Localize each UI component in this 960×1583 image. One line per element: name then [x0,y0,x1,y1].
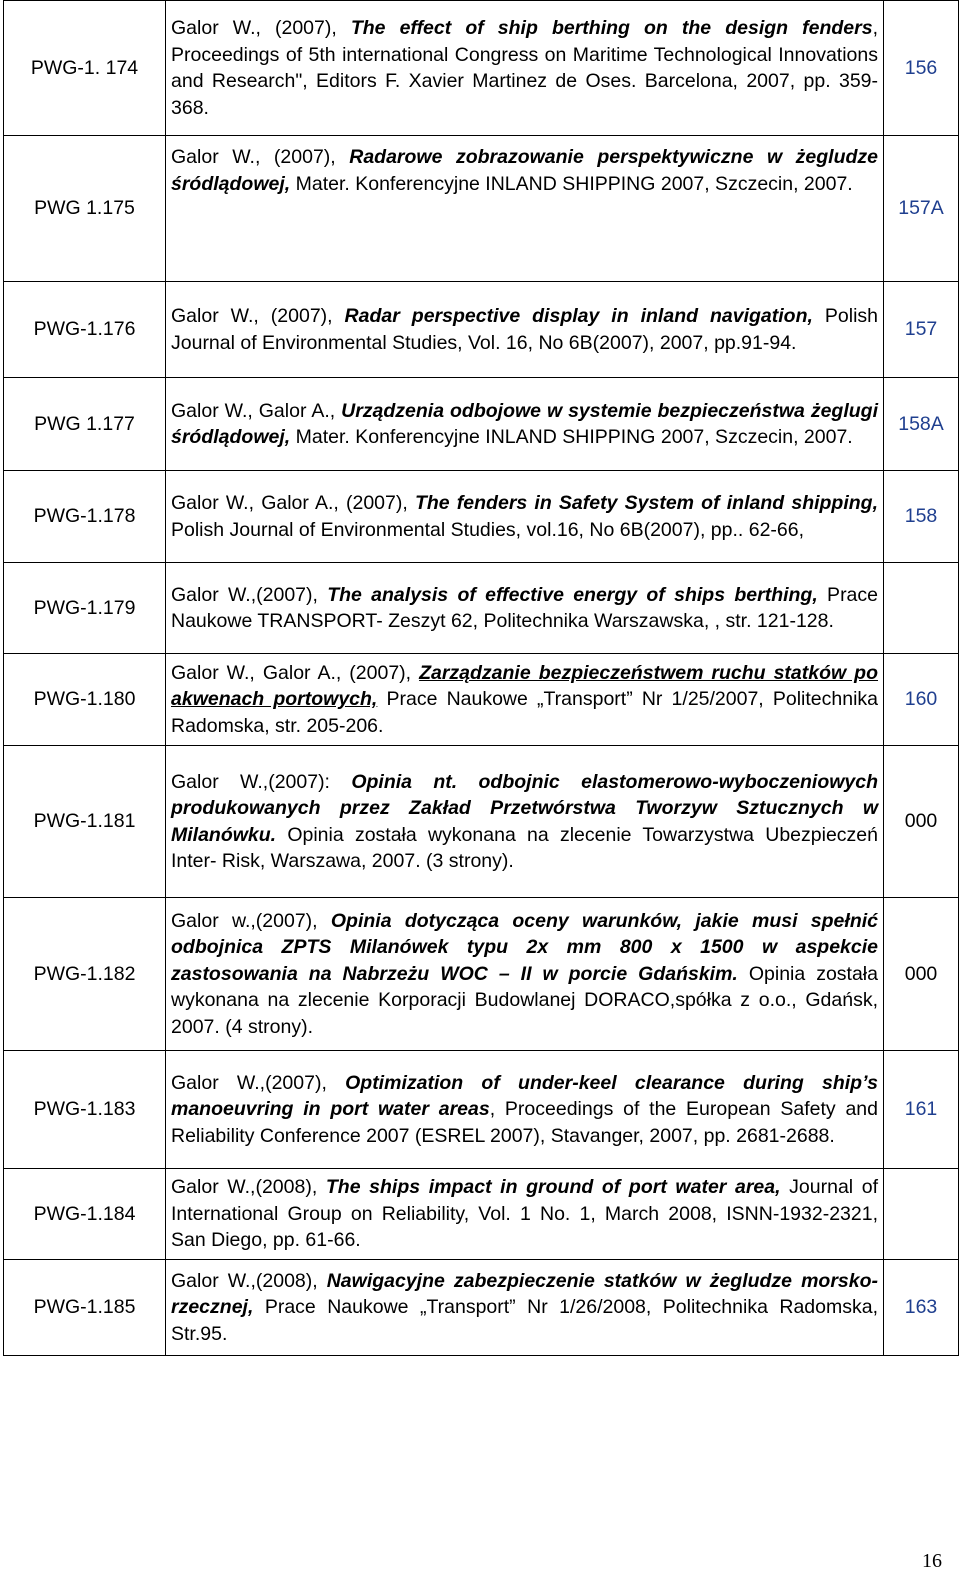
citation-source: Opinia została wykonana na zlecenie Towarzystwa Ubezpieczeń Inter- Risk, Warszawa, 2007. (3 strony). [171,823,878,872]
citation-source: , Proceedings of 5th international Congress on Maritime Technological Innovations and Research", Editors F. Xavier Martinez de Oses. Barcelona, 2007, pp. 359-368. [171,17,878,119]
table-row [4,1,959,136]
citation-title: Radarowe zobrazowanie perspektywiczne w żegludze śródlądowej, [171,146,878,195]
table-row [4,898,959,1051]
page-reference: 161 [884,1051,959,1169]
citation-title: The analysis of effective energy of ships berthing, [327,583,818,606]
citation-authors: Galor W., Galor A., (2007), [171,661,420,684]
citation-source: Opinia została wykonana na zlecenie Korporacji Budowlanej DORACO,spółka z o.o., Gdańsk, 2007. (4 strony). [171,962,878,1038]
citation-title: Nawigacyjne zabezpieczenie statków w żegludze morsko-rzecznej, [171,1269,878,1319]
citation-authors: Galor W., (2007), [171,305,345,327]
page-reference: 160 [884,654,959,746]
table-row [4,746,959,898]
publication-id: PWG-1.184 [4,1169,166,1260]
page-reference: 157A [884,136,959,282]
table-row [4,563,959,654]
citation-title: Urządzenia odbojowe w systemie bezpieczeństwa żeglugi śródlądowej, [171,399,878,448]
publication-id: PWG-1.176 [4,282,166,378]
citation-title: Opinia nt. odbojnic elastomerowo-wyboczeniowych produkowanych przez Zakład Przetwórstwa Tworzyw Sztucznych w Milanówku. [171,770,878,846]
page-reference: 157 [884,282,959,378]
citation-source: Mater. Konferencyjne INLAND SHIPPING 2007, Szczecin, 2007. [290,426,853,448]
citation-authors: Galor W.,(2008), [171,1269,327,1292]
citation-authors: Galor W.,(2007), [171,1071,346,1094]
citation-title: Opinia dotycząca oceny warunków, jakie musi spełnić odbojnica ZPTS Milanówek typu 2x mm 800 x 1500 w aspekcie zastosowania na Nabrzeżu WOC – II w porcie Gdańskim. [171,909,878,985]
citation-title: Zarządzanie bezpieczeństwem ruchu statków po akwenach portowych, [171,661,879,711]
citation-source: Journal of International Group on Reliability, Vol. 1 No. 1, March 2008, ISNN-1932-2321, San Diego, pp. 61-66. [171,1176,879,1252]
page-reference: 163 [884,1260,959,1356]
publication-id: PWG 1.175 [4,136,166,282]
publication-citation [166,471,884,563]
publication-id: PWG-1.185 [4,1260,166,1356]
table-row [4,1051,959,1169]
citation-authors: Galor W., (2007), [171,146,350,168]
citation-source: Polish Journal of Environmental Studies, Vol. 16, No 6B(2007), 2007, pp.91-94. [171,305,879,354]
publication-id: PWG-1.179 [4,563,166,654]
citation-title: The effect of ship berthing on the design fenders [350,17,873,39]
table-row [4,136,959,282]
citation-source: , Proceedings of the European Safety and Reliability Conference 2007 (ESREL 2007), Stavanger, 2007, pp. 2681-2688. [171,1098,878,1147]
citation-source: Prace Naukowe „Transport” Nr 1/26/2008, Politechnika Radomska, Str.95. [171,1296,878,1345]
publication-id: PWG 1.177 [4,378,166,471]
citation-authors: Galor W.,(2007): [171,770,352,793]
page-number: 16 [922,1550,942,1572]
publication-citation [166,1169,884,1260]
publication-citation [166,136,884,282]
page-reference [884,1169,959,1260]
publication-citation [166,1260,884,1356]
table-row [4,1260,959,1356]
page-reference [884,563,959,654]
citation-authors: Galor W., (2007), [171,17,351,39]
citation-source: Prace Naukowe TRANSPORT- Zeszyt 62, Politechnika Warszawska, , str. 121-128. [171,583,878,632]
citation-source: Polish Journal of Environmental Studies, vol.16, No 6B(2007), pp.. 62-66, [171,518,805,541]
citation-authors: Galor W.,(2008), [171,1176,326,1199]
publication-id: PWG-1.183 [4,1051,166,1169]
page-reference: 000 [884,746,959,898]
page-reference: 158A [884,378,959,471]
page-reference: 158 [884,471,959,563]
publication-citation [166,654,884,746]
table-row [4,282,959,378]
citation-source: Prace Naukowe „Transport” Nr 1/25/2007, Politechnika Radomska, str. 205-206. [171,688,878,737]
citation-authors: Galor w.,(2007), [171,909,331,932]
publication-id: PWG-1.180 [4,654,166,746]
publication-citation [166,898,884,1051]
citation-title: The fenders in Safety System of inland shipping, [414,492,879,514]
citation-authors: Galor W.,(2007), [171,583,328,606]
page-reference: 156 [884,1,959,136]
table-row [4,1169,959,1260]
publications-table [3,0,959,1356]
publication-citation [166,1,884,136]
publication-id: PWG-1.181 [4,746,166,898]
citation-title: Radar perspective display in inland navigation, [344,305,813,327]
publication-citation [166,1051,884,1169]
publication-citation [166,378,884,471]
table-row [4,471,959,563]
publication-id: PWG-1.178 [4,471,166,563]
publication-citation [166,563,884,654]
citation-title: The ships impact in ground of port water area, [325,1176,781,1199]
citation-authors: Galor W., Galor A., [171,399,342,422]
page-reference: 000 [884,898,959,1051]
citation-title: Optimization of under-keel clearance during ship’s manoeuvring in port water areas [171,1071,879,1121]
table-row [4,654,959,746]
citation-source: Mater. Konferencyjne INLAND SHIPPING 2007, Szczecin, 2007. [290,172,853,195]
publication-citation [166,746,884,898]
publication-id: PWG-1. 174 [4,1,166,136]
citation-authors: Galor W., Galor A., (2007), [171,492,415,514]
publication-id: PWG-1.182 [4,898,166,1051]
table-row [4,378,959,471]
publication-citation [166,282,884,378]
